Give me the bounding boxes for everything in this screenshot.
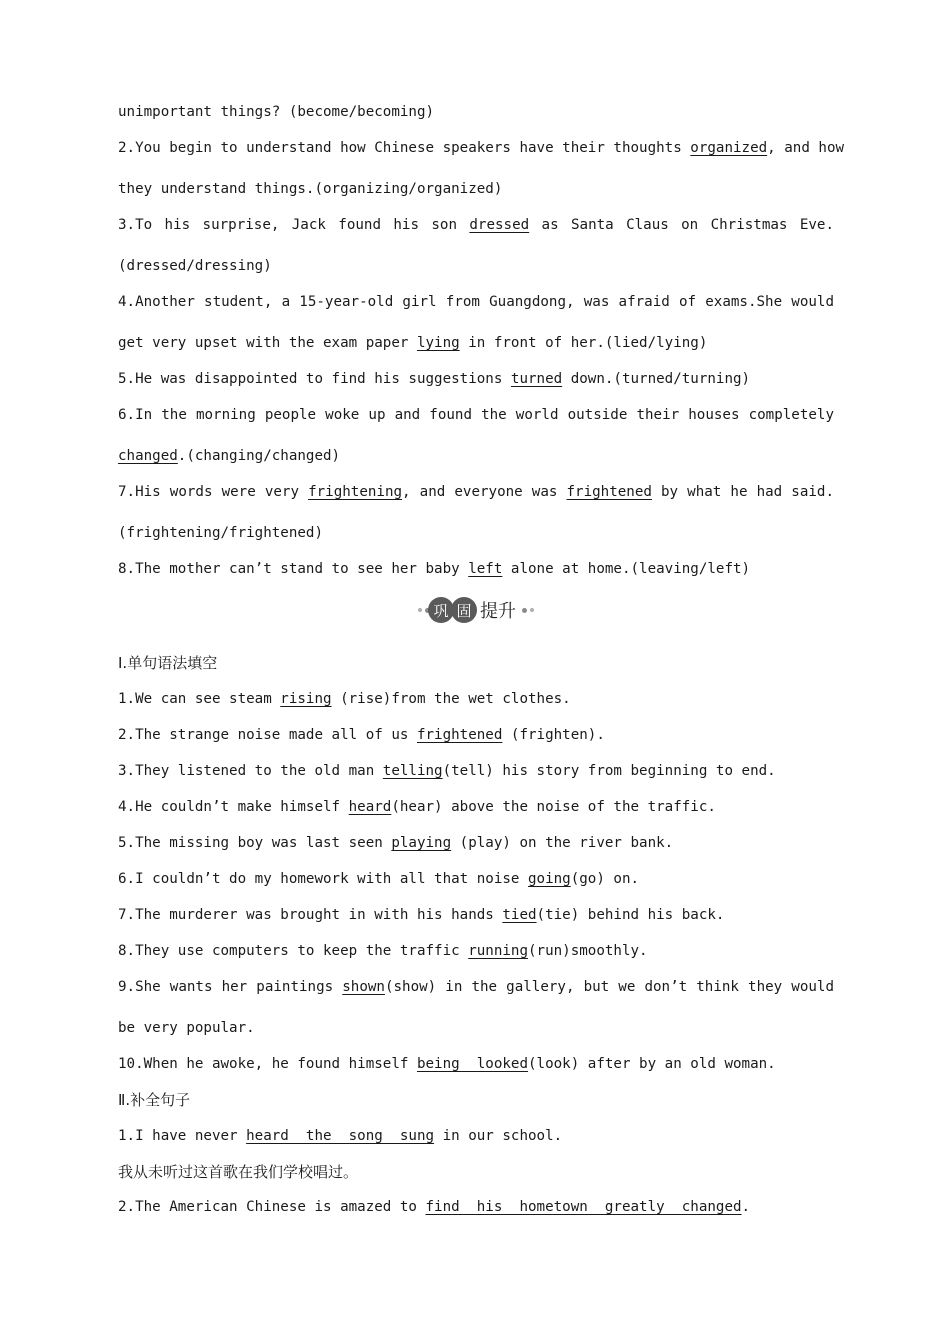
answer: turned (510, 371, 563, 387)
answer: frightening (308, 484, 403, 500)
exercise-line: 2.The American Chinese is amazed to find his hometown greatly changed. (118, 1199, 751, 1215)
translation-line: 我从未听过这首歌在我们学校唱过。 (118, 1163, 359, 1181)
answer: going (528, 871, 571, 887)
answer: frightened (566, 484, 652, 500)
exercise-line: 7.His words were very frightening, and everyone was frightened by what he had said. (118, 484, 834, 500)
exercise-line: (frightening/frightened) (118, 525, 323, 541)
exercise-line: 3.They listened to the old man telling(tell) his story from beginning to end. (118, 763, 776, 779)
exercise-line: (dressed/dressing) (118, 258, 272, 274)
section-banner (403, 594, 548, 626)
answer: rising (280, 691, 332, 707)
banner-title: 提升 (480, 601, 516, 622)
exercise-line: 1.We can see steam rising (rise)from the wet clothes. (118, 691, 571, 707)
answer: heard (348, 799, 392, 815)
answer: find his hometown greatly changed (425, 1199, 742, 1215)
exercise-line: 10.When he awoke, he found himself being looked(look) after by an old woman. (118, 1056, 776, 1072)
exercise-line: 3.To his surprise, Jack found his son dressed as Santa Claus on Christmas Eve. (118, 217, 834, 233)
dot-icon (530, 608, 534, 612)
exercise-line: 4.Another student, a 15-year-old girl from Guangdong, was afraid of exams.She would (118, 294, 834, 310)
answer: heard the song sung (246, 1128, 435, 1144)
exercise-line: 6.I couldn’t do my homework with all that noise going(go) on. (118, 871, 640, 887)
answer: tied (502, 907, 537, 923)
exercise-line: 5.He was disappointed to find his suggestions turned down.(turned/turning) (118, 371, 751, 387)
answer: running (468, 943, 529, 959)
exercise-line: 2.You begin to understand how Chinese speakers have their thoughts organized, and how (118, 140, 845, 156)
exercise-line: get very upset with the exam paper lying in front of her.(lied/lying) (118, 335, 708, 351)
exercise-line: 8.The mother can’t stand to see her baby left alone at home.(leaving/left) (118, 561, 751, 577)
section-heading: Ⅰ.单句语法填空 (118, 654, 218, 672)
answer: shown (342, 979, 385, 995)
answer: left (468, 561, 503, 577)
answer: organized (690, 140, 768, 156)
answer: frightened (416, 727, 503, 743)
answer: being looked (416, 1056, 529, 1072)
exercise-line: 8.They use computers to keep the traffic running(run)smoothly. (118, 943, 648, 959)
exercise-line: unimportant things? (become/becoming) (118, 104, 435, 120)
answer: lying (416, 335, 460, 351)
exercise-line: 1.I have never heard the song sung in our school. (118, 1128, 563, 1144)
exercise-line: be very popular. (118, 1020, 255, 1036)
exercise-line: 2.The strange noise made all of us frightened (frighten). (118, 727, 605, 743)
answer: changed (118, 448, 178, 464)
banner-circle-char: 固 (451, 597, 477, 623)
exercise-line: changed.(changing/changed) (118, 448, 341, 464)
exercise-line: they understand things.(organizing/organized) (118, 181, 503, 197)
exercise-line: 7.The murderer was brought in with his hands tied(tie) behind his back. (118, 907, 725, 923)
answer: telling (382, 763, 443, 779)
section-heading: Ⅱ.补全句子 (118, 1091, 191, 1109)
exercise-line: 4.He couldn’t make himself heard(hear) above the noise of the traffic. (118, 799, 716, 815)
banner-circle-char: 巩 (428, 597, 454, 623)
dot-icon (522, 608, 527, 613)
answer: dressed (469, 217, 530, 233)
exercise-line: 9.She wants her paintings shown(show) in the gallery, but we don’t think they would (118, 979, 834, 995)
exercise-line: 6.In the morning people woke up and found the world outside their houses completely (118, 407, 834, 423)
dot-icon (418, 608, 422, 612)
answer: playing (391, 835, 452, 851)
exercise-line: 5.The missing boy was last seen playing (play) on the river bank. (118, 835, 674, 851)
